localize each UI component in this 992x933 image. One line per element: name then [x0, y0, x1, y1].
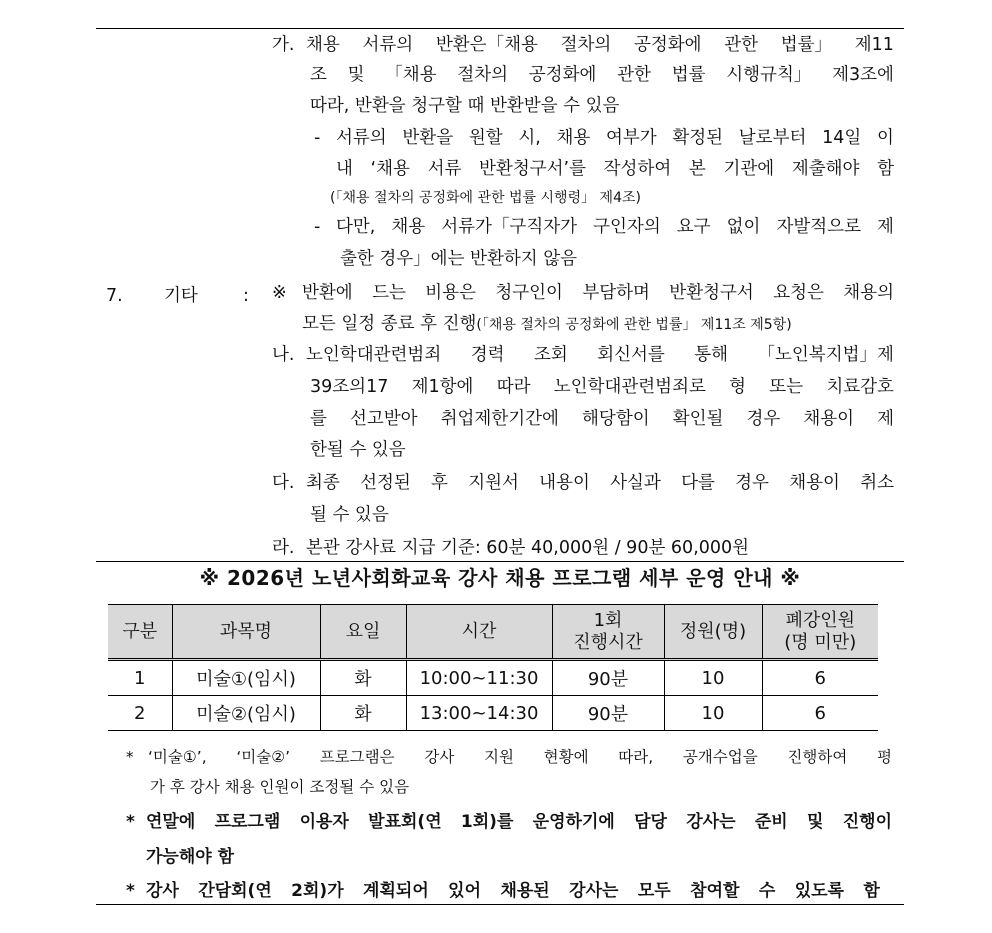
item-ga-sub2-dash: - — [314, 217, 321, 237]
cell-cancel-threshold: 6 — [762, 660, 878, 696]
item-na-line-2: 39조의17 제1항에 따라 노인학대관련범죄로 형 또는 치료감호 — [310, 377, 894, 397]
cell-day: 화 — [320, 660, 406, 696]
note-2-mark: * — [126, 812, 135, 832]
section-7-colon: : — [243, 286, 249, 306]
section-7-note-mark: ※ — [272, 283, 287, 303]
note-2-line-1: 연말에 프로그램 이용자 발표회(연 1회)를 운영하기에 담당 강사는 준비 및 진행이 — [146, 812, 892, 832]
section-divider — [96, 561, 904, 562]
table-row — [108, 660, 878, 696]
top-rule — [96, 28, 904, 29]
item-ga-line-2: 조 및 「채용 절차의 공정화에 관한 법률 시행규칙」 제3조에 — [310, 65, 894, 85]
section-7-note-line-2-main: 모든 일정 종료 후 진행 — [302, 314, 477, 334]
cell-time: 10:00~11:30 — [406, 660, 552, 696]
item-da-marker: 다. — [272, 473, 295, 493]
section-7-note-line-2 — [302, 313, 792, 336]
note-1-mark: * — [126, 748, 134, 766]
item-na-line-1: 노인학대관련범죄 경력 조회 회신서를 통해 「노인복지법」제 — [306, 345, 894, 365]
note-1-line-1: ‘미술①’, ‘미술②’ 프로그램은 강사 지원 현황에 따라, 공개수업을 진행하여 평 — [148, 748, 892, 766]
header-time: 시간 — [406, 605, 552, 660]
section-7-note-line-2-ref: (「채용 절차의 공정화에 관한 법률」 제11조 제5항) — [476, 317, 792, 333]
cell-subject: 미술②(임시) — [172, 696, 320, 731]
header-category: 구분 — [108, 605, 172, 660]
item-ra-text: 본관 강사료 지급 기준: 60분 40,000원 / 90분 60,000원 — [306, 538, 750, 558]
cell-time: 13:00~14:30 — [406, 696, 552, 731]
header-capacity: 정원(명) — [664, 605, 762, 660]
header-subject: 과목명 — [172, 605, 320, 660]
item-ga-sub1-line-1: 서류의 반환을 원할 시, 채용 여부가 확정된 날로부터 14일 이 — [336, 128, 894, 148]
table-header-row — [108, 605, 878, 660]
cell-subject: 미술①(임시) — [172, 660, 320, 696]
section-7-note-line-1: 반환에 드는 비용은 청구인이 부담하며 반환청구서 요청은 채용의 — [302, 283, 894, 303]
item-ga-marker: 가. — [272, 35, 295, 55]
note-3-mark: * — [126, 881, 135, 901]
bottom-rule — [96, 904, 904, 905]
cell-cancel-threshold: 6 — [762, 696, 878, 731]
note-1-line-2: 가 후 강사 채용 인원이 조정될 수 있음 — [150, 778, 410, 796]
item-ga-sub1-ref: (「채용 절차의 공정화에 관한 법률 시행령」 제4조) — [330, 190, 641, 206]
item-da-line-2: 될 수 있음 — [310, 505, 389, 525]
item-na-marker: 나. — [272, 345, 295, 365]
program-table — [108, 604, 878, 731]
section-7-number: 7. — [106, 286, 123, 306]
table-row — [108, 696, 878, 731]
cell-session-duration: 90분 — [552, 696, 664, 731]
item-ga-line-1: 채용 서류의 반환은「채용 절차의 공정화에 관한 법률」 제11 — [306, 35, 894, 55]
item-ga-sub2-line-1: 다만, 채용 서류가「구직자가 구인자의 요구 없이 자발적으로 제 — [336, 217, 894, 237]
section-7-label: 기타 — [164, 286, 198, 306]
item-na-line-4: 한될 수 있음 — [310, 440, 406, 460]
cell-category: 2 — [108, 696, 172, 731]
header-cancel-threshold: 폐강인원 (명 미만) — [762, 605, 878, 660]
item-da-line-1: 최종 선정된 후 지원서 내용이 사실과 다를 경우 채용이 취소 — [306, 473, 894, 493]
note-3-text: 강사 간담회(연 2회)가 계획되어 있어 채용된 강사는 모두 참여할 수 있도록 함 — [146, 881, 880, 901]
item-ga-sub1-dash: - — [314, 128, 321, 148]
cell-capacity: 10 — [664, 660, 762, 696]
item-ga-sub1-line-2: 내 ‘채용 서류 반환청구서’를 작성하여 본 기관에 제출해야 함 — [336, 159, 894, 179]
item-na-line-3: 를 선고받아 취업제한기간에 해당함이 확인될 경우 채용이 제 — [310, 409, 894, 429]
note-2-line-2: 가능해야 함 — [146, 847, 235, 867]
cell-session-duration: 90분 — [552, 660, 664, 696]
program-title: ※ 2026년 노년사회화교육 강사 채용 프로그램 세부 운영 안내 ※ — [199, 566, 801, 590]
item-ga-sub2-line-2: 출한 경우」에는 반환하지 않음 — [340, 249, 578, 269]
cell-capacity: 10 — [664, 696, 762, 731]
cell-day: 화 — [320, 696, 406, 731]
header-day: 요일 — [320, 605, 406, 660]
cell-category: 1 — [108, 660, 172, 696]
item-ra-marker: 라. — [272, 538, 295, 558]
header-session-duration: 1회 진행시간 — [552, 605, 664, 660]
item-ga-line-3: 따라, 반환을 청구할 때 반환받을 수 있음 — [310, 96, 620, 116]
